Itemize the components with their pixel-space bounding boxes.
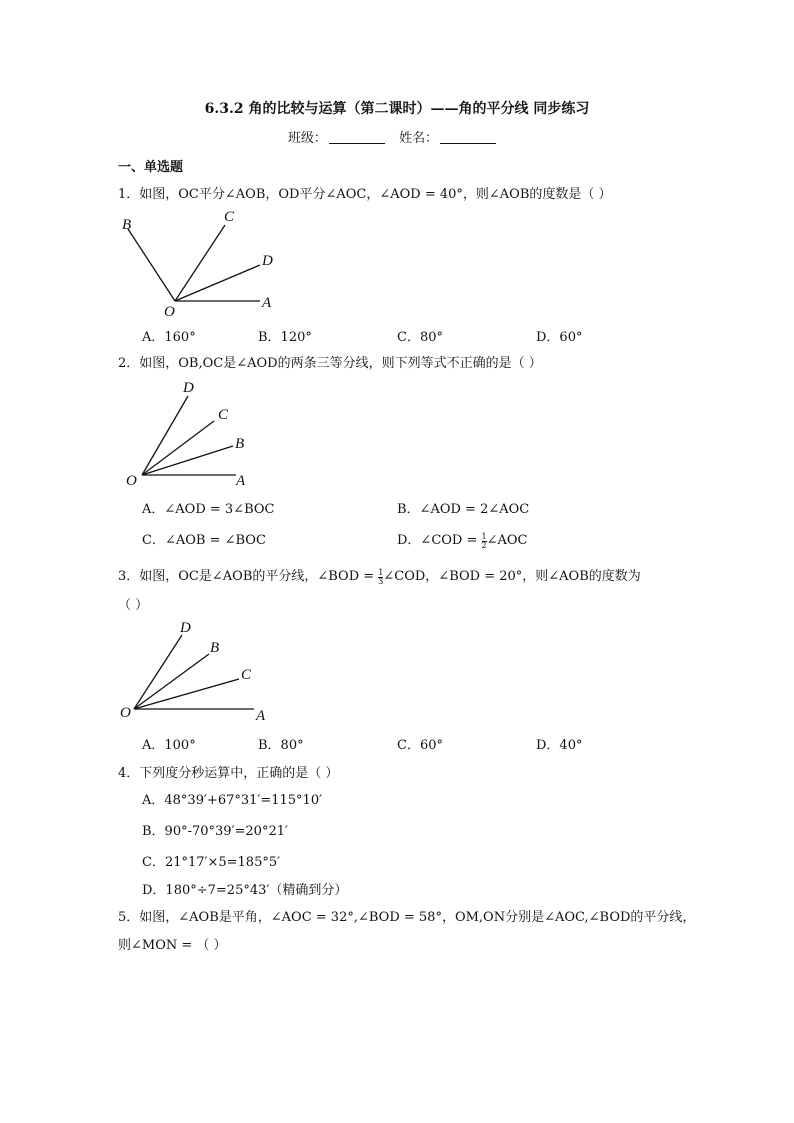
q2-option-b[interactable]: B．∠AOD = 2∠AOC: [397, 502, 530, 517]
fraction-denominator: 3: [378, 577, 384, 586]
q2-option-d-prefix: D．∠COD =: [397, 533, 482, 548]
label-d: D: [262, 253, 273, 269]
q3-text-part-b: ∠COD，∠BOD = 20°，则∠AOB的度数为: [383, 569, 641, 584]
q3-text-part-a: 3．如图，OC是∠AOB的平分线，∠BOD =: [118, 569, 379, 584]
q4-option-c[interactable]: C．21°17′×5=185°5′: [142, 855, 281, 870]
label-a: A: [256, 708, 266, 724]
label-o: O: [120, 705, 131, 721]
label-c: C: [218, 407, 229, 423]
section-title: 一、单选题: [118, 160, 184, 175]
question-3-text: [118, 565, 641, 586]
question-2-figure: [118, 376, 268, 491]
q3-option-a[interactable]: A．100°: [142, 738, 196, 753]
class-label: 班级：: [287, 131, 327, 146]
label-c: C: [224, 209, 235, 225]
question-3-figure: [114, 617, 274, 727]
q1-option-a[interactable]: A．160°: [142, 330, 196, 345]
page-title: 6.3.2 角的比较与运算（第二课时）——角的平分线 同步练习: [204, 101, 590, 117]
ray-ob: [134, 654, 209, 709]
name-label: 姓名：: [399, 131, 439, 146]
label-o: O: [164, 304, 175, 320]
label-a: A: [262, 295, 272, 311]
student-info: [0, 127, 794, 146]
question-2-text: 2．如图，OB,OC是∠AOD的两条三等分线，则下列等式不正确的是（ ）: [118, 356, 542, 371]
label-b: B: [210, 640, 220, 656]
q3-option-b[interactable]: B．80°: [258, 738, 304, 753]
fraction-denominator: 2: [481, 541, 487, 550]
label-b: B: [122, 217, 132, 233]
question-1-figure: [110, 205, 290, 320]
ray-oc: [142, 421, 214, 475]
q3-text-part-c: （ ）: [118, 598, 149, 613]
q2-option-d-suffix: ∠AOC: [486, 533, 528, 548]
q1-option-b[interactable]: B．120°: [258, 330, 312, 345]
q2-option-d[interactable]: [397, 529, 528, 550]
q4-option-b[interactable]: B．90°-70°39′=20°21′: [142, 824, 288, 839]
class-blank[interactable]: [329, 131, 385, 144]
label-b: B: [235, 436, 245, 452]
q2-option-c[interactable]: C．∠AOB = ∠BOC: [142, 533, 266, 548]
fraction-numerator: 1: [378, 568, 384, 577]
question-4-text: 4．下列度分秒运算中，正确的是（ ）: [118, 766, 339, 781]
q2-option-a[interactable]: A．∠AOD = 3∠BOC: [142, 502, 275, 517]
q1-option-c[interactable]: C．80°: [397, 330, 443, 345]
question-5-text-line2: 则∠MON = （ ）: [118, 938, 227, 953]
q3-option-c[interactable]: C．60°: [397, 738, 443, 753]
q4-option-d[interactable]: D．180°÷7=25°43′（精确到分）: [142, 883, 348, 898]
ray-ob: [128, 229, 175, 301]
question-5-text: 5．如图，∠AOB是平角，∠AOC = 32°,∠BOD = 58°，OM,ON分别是∠AOC,∠BOD的平分线，: [118, 910, 696, 925]
q3-option-d[interactable]: D．40°: [536, 738, 583, 753]
ray-oc: [175, 225, 225, 301]
label-d: D: [180, 620, 191, 636]
q4-option-a[interactable]: A．48°39′+67°31′=115°10′: [142, 793, 323, 808]
label-d: D: [183, 380, 194, 396]
label-o: O: [126, 473, 137, 489]
label-c: C: [241, 667, 252, 683]
fraction-numerator: 1: [481, 532, 487, 541]
q1-option-d[interactable]: D．60°: [536, 330, 583, 345]
ray-od: [175, 265, 260, 301]
ray-oc: [134, 679, 239, 709]
name-blank[interactable]: [440, 131, 496, 144]
label-a: A: [236, 473, 246, 489]
question-1-text: 1．如图，OC平分∠AOB，OD平分∠AOC，∠AOD = 40°，则∠AOB的度数是（ ）: [118, 187, 612, 202]
